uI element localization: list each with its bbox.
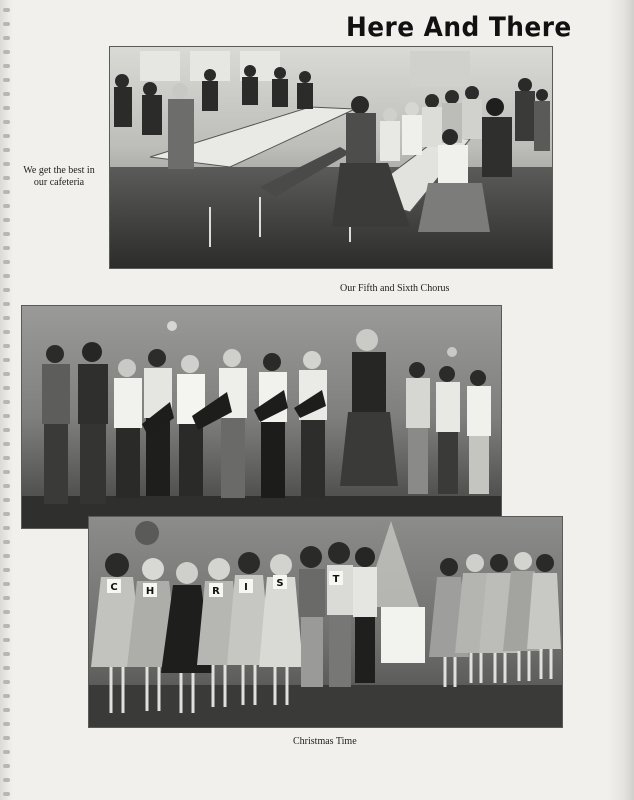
binding-hole [3, 176, 10, 180]
binding-hole [3, 526, 10, 530]
binding-hole [3, 302, 10, 306]
binding-hole [3, 624, 10, 628]
binding-hole [3, 316, 10, 320]
binding-hole [3, 610, 10, 614]
binding-hole [3, 134, 10, 138]
binding-hole [3, 498, 10, 502]
binding-hole [3, 344, 10, 348]
chorus-caption: Our Fifth and Sixth Chorus [340, 283, 450, 294]
binding-hole [3, 428, 10, 432]
binding-hole [3, 694, 10, 698]
binding-hole [3, 568, 10, 572]
binding-hole [3, 50, 10, 54]
binding-hole [3, 204, 10, 208]
binding-hole [3, 582, 10, 586]
binding-hole [3, 666, 10, 670]
spiral-binding [0, 0, 14, 800]
page-title: Here And There [346, 12, 572, 43]
christmas-photo [89, 517, 562, 727]
binding-hole [3, 190, 10, 194]
binding-hole [3, 92, 10, 96]
card-letter-5: S [276, 578, 284, 589]
binding-hole [3, 106, 10, 110]
card-letter-4: I [244, 582, 248, 593]
christmas-caption: Christmas Time [293, 736, 357, 747]
binding-hole [3, 540, 10, 544]
binding-hole [3, 120, 10, 124]
binding-hole [3, 596, 10, 600]
binding-hole [3, 722, 10, 726]
binding-hole [3, 218, 10, 222]
binding-hole [3, 36, 10, 40]
page-edge-shadow [608, 0, 634, 800]
binding-hole [3, 148, 10, 152]
binding-hole [3, 736, 10, 740]
binding-hole [3, 358, 10, 362]
binding-hole [3, 274, 10, 278]
binding-hole [3, 232, 10, 236]
binding-hole [3, 260, 10, 264]
binding-hole [3, 652, 10, 656]
binding-hole [3, 554, 10, 558]
card-letter-1: C [110, 582, 118, 593]
binding-hole [3, 78, 10, 82]
binding-hole [3, 638, 10, 642]
binding-hole [3, 8, 10, 12]
cafeteria-photo [110, 47, 552, 268]
binding-hole [3, 246, 10, 250]
cafeteria-caption: We get the best in our cafeteria [23, 165, 95, 188]
binding-hole [3, 414, 10, 418]
binding-hole [3, 64, 10, 68]
binding-hole [3, 386, 10, 390]
binding-hole [3, 330, 10, 334]
binding-hole [3, 162, 10, 166]
card-letter-2: H [145, 586, 155, 597]
binding-hole [3, 512, 10, 516]
binding-hole [3, 792, 10, 796]
binding-hole [3, 484, 10, 488]
chorus-photo [22, 306, 501, 528]
binding-hole [3, 22, 10, 26]
binding-hole [3, 442, 10, 446]
binding-hole [3, 708, 10, 712]
binding-hole [3, 456, 10, 460]
binding-hole [3, 764, 10, 768]
binding-hole [3, 400, 10, 404]
binding-hole [3, 750, 10, 754]
binding-hole [3, 778, 10, 782]
binding-hole [3, 288, 10, 292]
binding-hole [3, 680, 10, 684]
card-letter-6: T [332, 574, 340, 585]
card-letter-3: R [212, 586, 220, 597]
binding-hole [3, 372, 10, 376]
binding-hole [3, 470, 10, 474]
